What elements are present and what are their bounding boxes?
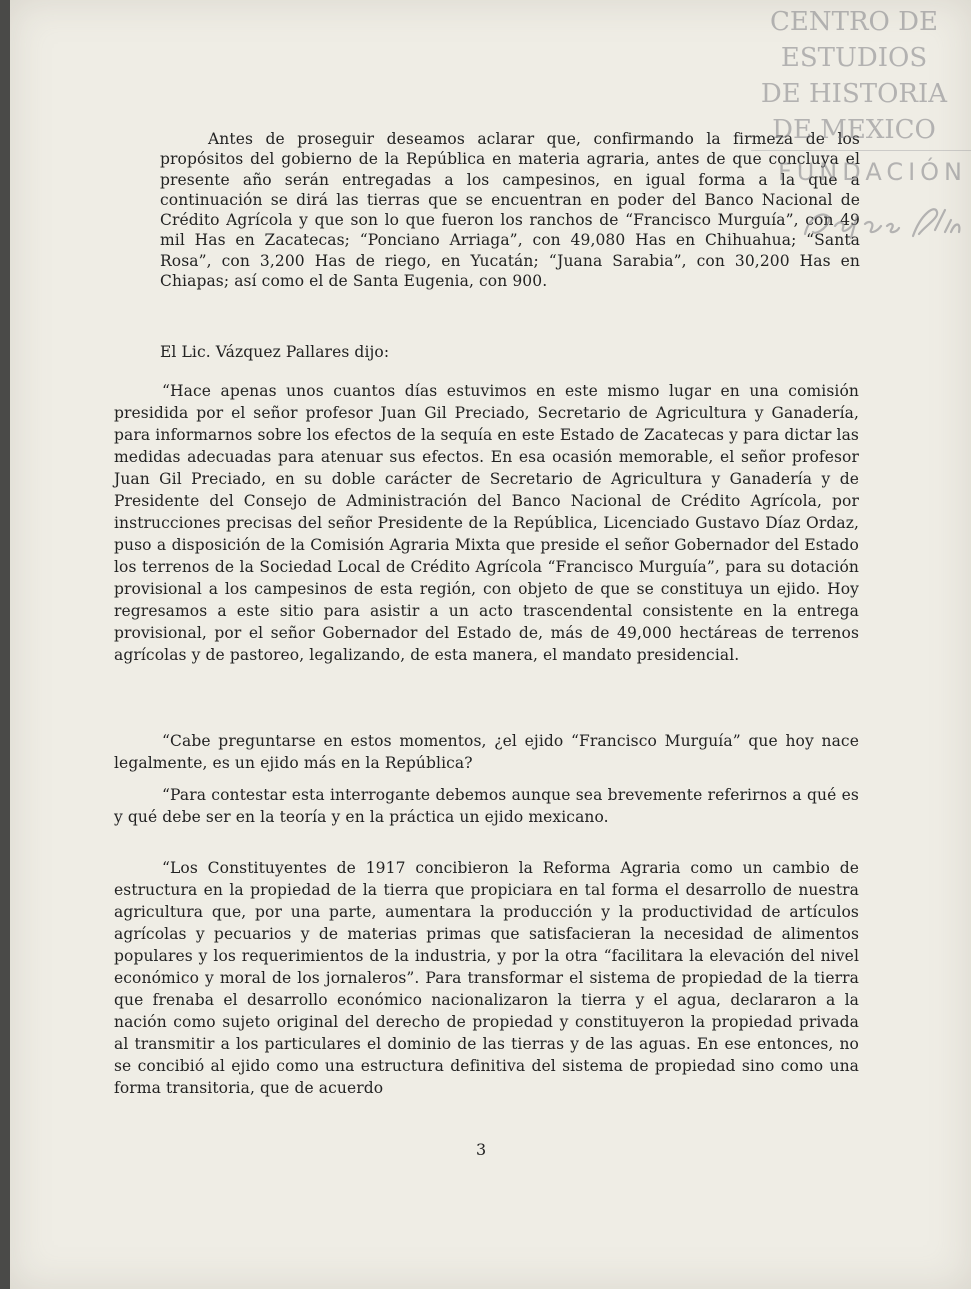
quote-2-text: “Cabe preguntarse en estos momentos, ¿el ejido “Francisco Murguía” que hoy nace legalmente, es un ejido más en la República? bbox=[114, 732, 859, 772]
speaker-text: El Lic. Vázquez Pallares dijo: bbox=[160, 343, 390, 361]
intro-paragraph bbox=[160, 129, 860, 291]
watermark-line-4: DE MEXICO bbox=[772, 115, 936, 145]
quote-paragraph-3 bbox=[114, 784, 859, 828]
quote-paragraph-2 bbox=[114, 730, 859, 774]
speaker-line bbox=[160, 342, 860, 362]
document-page bbox=[10, 0, 971, 1289]
quote-paragraph-4 bbox=[114, 857, 859, 1099]
quote-paragraph-1 bbox=[114, 380, 859, 666]
quote-3-text: “Para contestar esta interrogante debemos aunque sea brevemente referirnos a qué es y qué debe ser en la teoría y en la práctica un ejido mexicano. bbox=[114, 786, 859, 826]
intro-text: Antes de proseguir deseamos aclarar que, confirmando la firmeza de los propósitos del gobierno de la República en materia agraria, antes de que concluya el presente año serán entregadas a los campesinos, en igual forma a la que a continuación se dirá las tierras que se encuentran en poder del Banco Nacional de Crédito Agrícola y que son lo que fueron los ranchos de “Francisco Murguía”, con 49 mil Has en Zacatecas; “Ponciano Arriaga”, con 49,080 Has en Chihuahua; “Santa Rosa”, con 3,200 Has de riego, en Yucatán; “Juana Sarabia”, con 30,200 Has en Chiapas; así como el de Santa Eugenia, con 900. bbox=[160, 130, 860, 291]
watermark-line-3: DE HISTORIA bbox=[760, 79, 948, 109]
quote-1-text: “Hace apenas unos cuantos días estuvimos en este mismo lugar en una comisión presidida por el señor profesor Juan Gil Preciado, Secretario de Agricultura y Ganadería, para informarnos sobre los efectos de la sequía en este Estado de Zacatecas y para dictar las medidas adecuadas para atenuar sus efectos. En esa ocasión memorable, el señor profesor Juan Gil Preciado, en su doble carácter de Secretario de Agricultura y Ganadería y de Presidente del Consejo de Administración del Banco Nacional de Crédito Agrícola, por instrucciones precisas del señor Presidente de la República, Licenciado Gustavo Díaz Ordaz, puso a disposición de la Comisión Agraria Mixta que preside el señor Gobernador del Estado los terrenos de la Sociedad Local de Crédito Agrícola “Francisco Murguía”, para su dotación provisional a los campesinos de esta región, con objeto de que se constituya un ejido. Hoy regresamos a este sitio para asistir a un acto trascendental consistente en la entrega provisional, por el señor Gobernador del Estado de, más de 49,000 hectáreas de terrenos agrícolas y de pastoreo, legalizando, de esta manera, el mandato presidencial. bbox=[114, 382, 859, 664]
page-number: 3 bbox=[476, 1140, 487, 1159]
watermark-foundation: FUNDACIÓN bbox=[777, 158, 967, 186]
watermark-divider bbox=[751, 150, 971, 151]
signature-logo-icon bbox=[795, 196, 965, 248]
watermark-line-1: CENTRO DE bbox=[770, 7, 938, 37]
watermark-line-2: ESTUDIOS bbox=[780, 43, 928, 73]
quote-4-text: “Los Constituyentes de 1917 concibieron la Reforma Agraria como un cambio de estructura en la propiedad de la tierra que propiciara en tal forma el desarrollo de nuestra agricultura que, por una parte, aumentara la producción y la productividad de artículos agrícolas y pecuarios y de materias primas que satisfacieran la necesidad de alimentos populares y los requerimientos de la industria, y por la otra “facilitara la elevación del nivel económico y moral de los jornaleros”. Para transformar el sistema de propiedad de la tierra que frenaba el desarrollo económico nacionalizaron la tierra y el agua, declararon a la nación como sujeto original del derecho de propiedad y constituyeron la propiedad privada al transmitir a los particulares el dominio de las tierras y de las aguas. En ese entonces, no se concibió al ejido como una estructura definitiva del sistema de propiedad sino como una forma transitoria, que de acuerdo bbox=[114, 859, 859, 1097]
